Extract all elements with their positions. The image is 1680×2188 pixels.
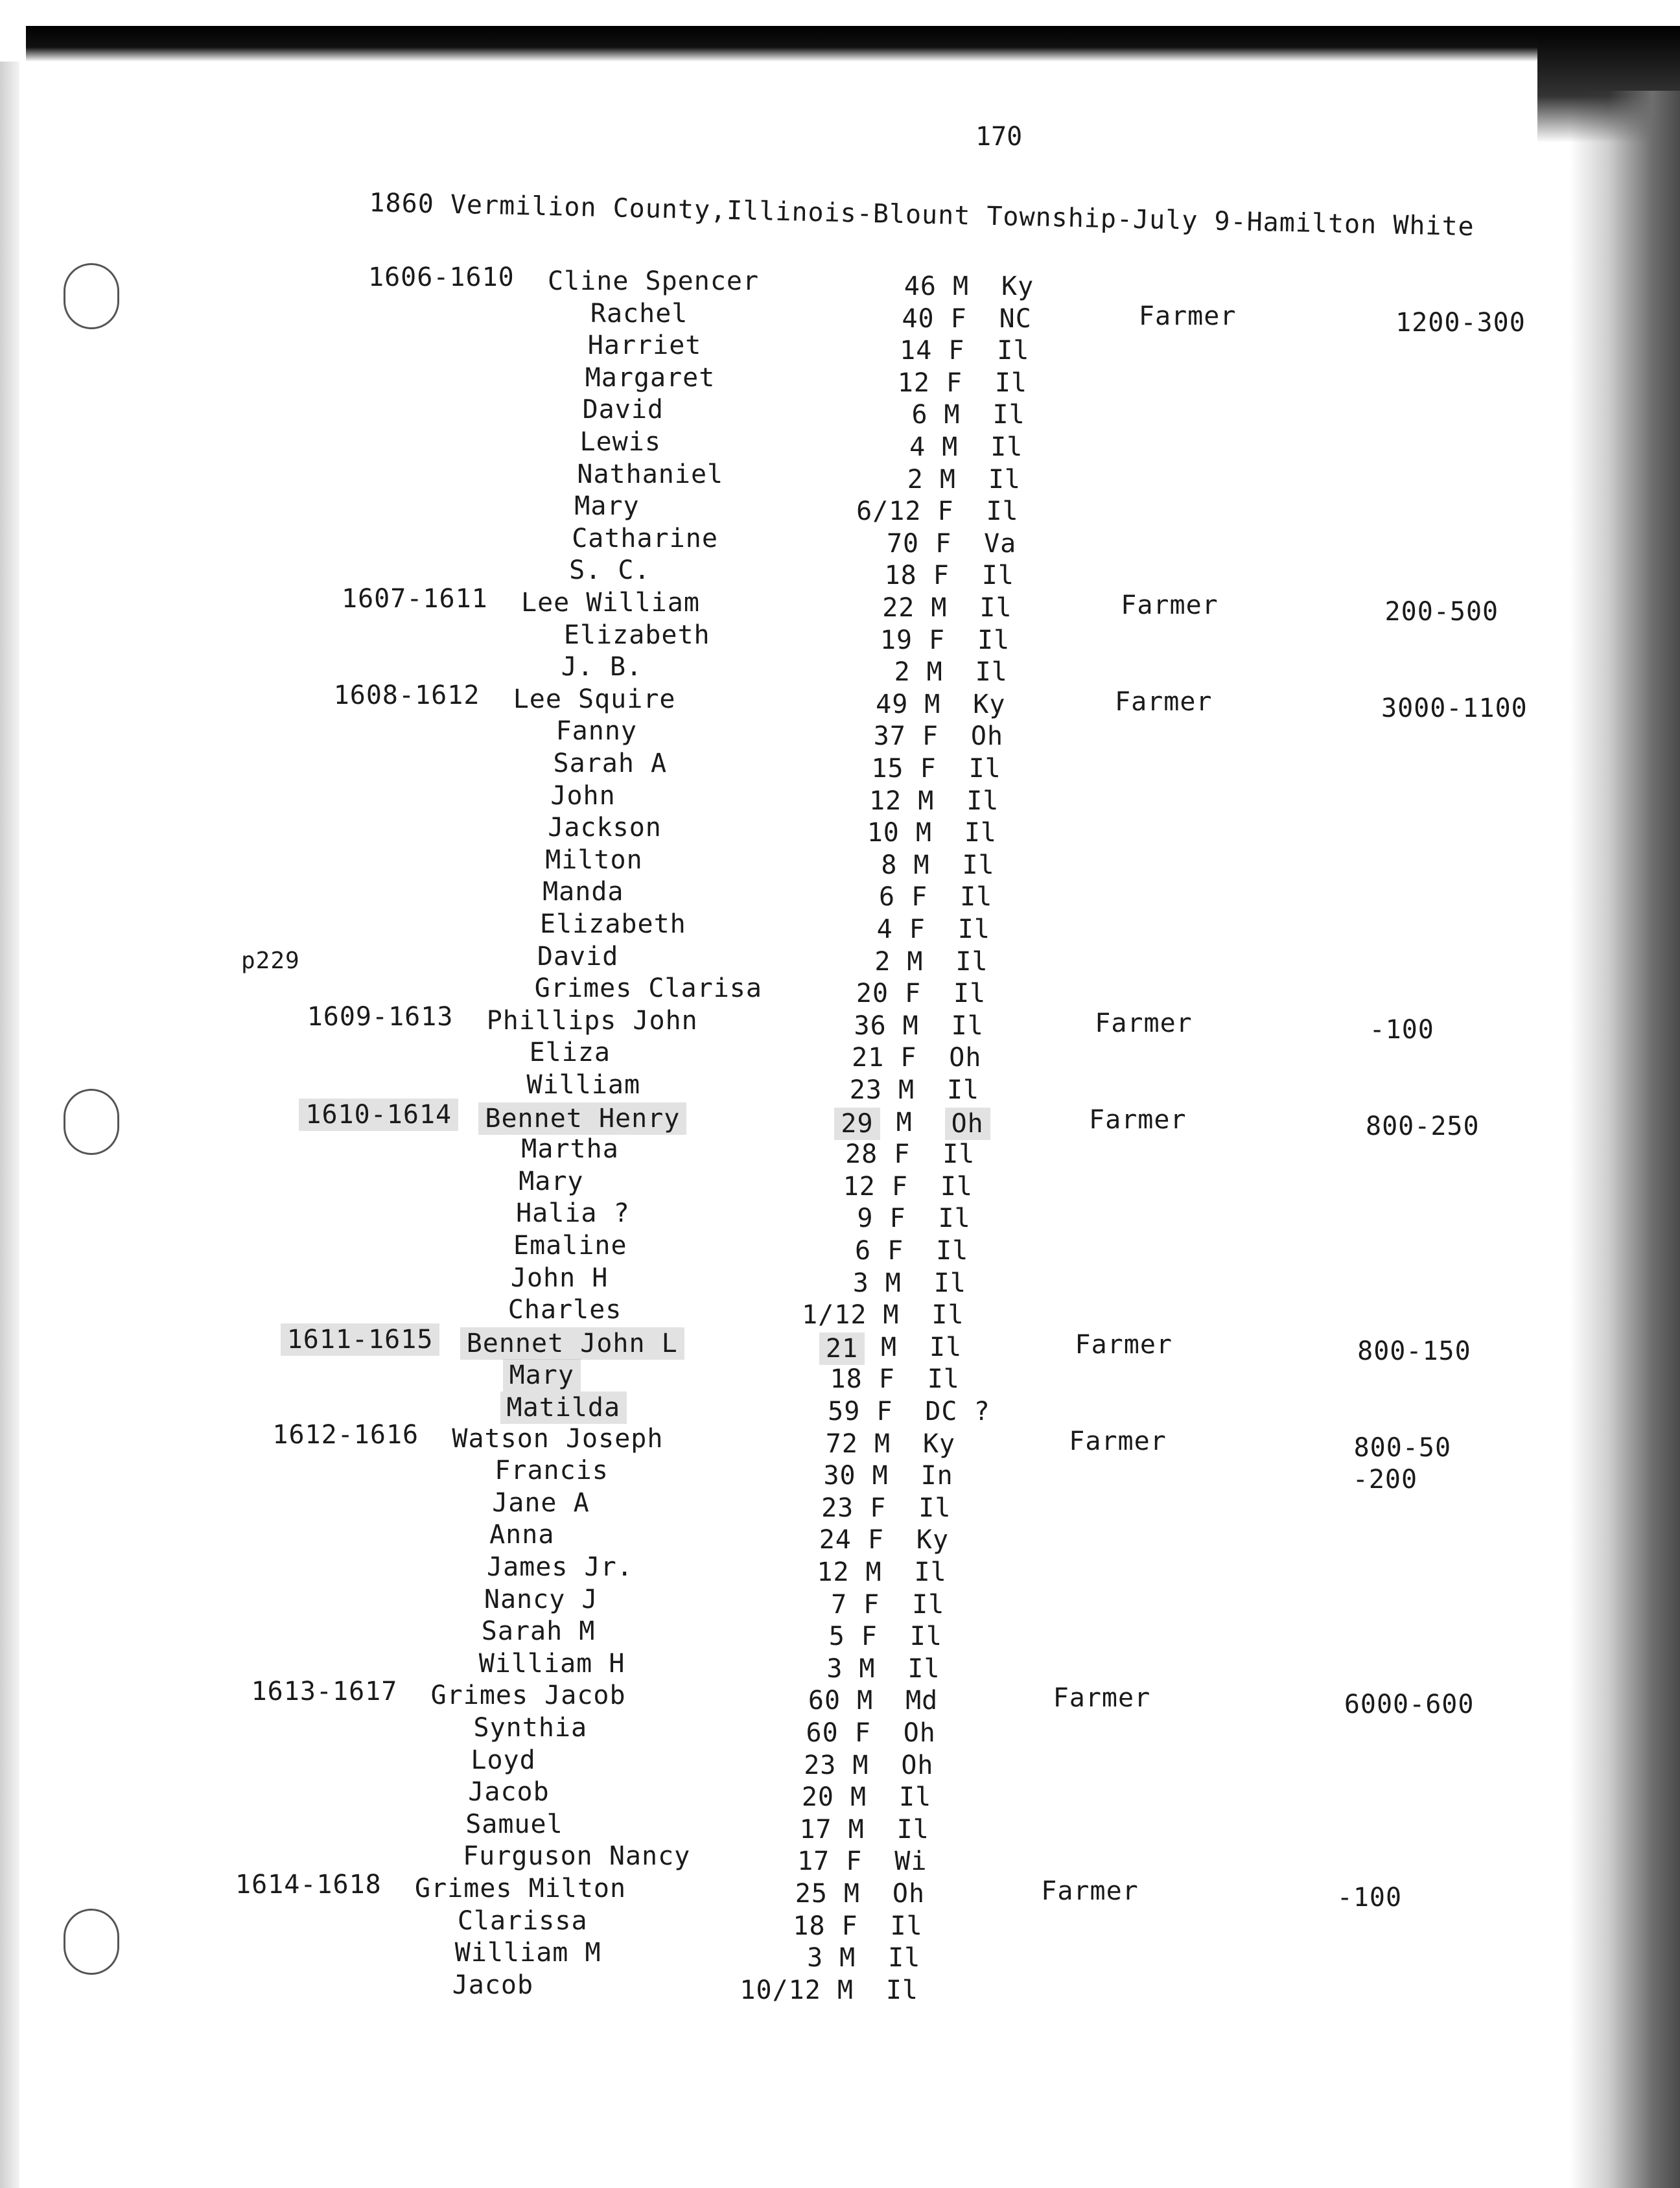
person-sex: M — [953, 272, 970, 301]
person-name: Watson Joseph — [452, 1423, 664, 1454]
person-occupation: Farmer — [1053, 1683, 1151, 1714]
person-sex: M — [942, 432, 959, 462]
dwelling-number: 1608-1612 — [333, 680, 480, 710]
person-name: Martha — [521, 1134, 619, 1165]
person-birthplace: Il — [912, 1589, 945, 1620]
person-name: Margaret — [585, 362, 716, 393]
person-age: 2 — [894, 657, 911, 688]
person-birthplace: Il — [940, 1171, 974, 1202]
person-birthplace: Il — [975, 657, 1008, 688]
person-birthplace: Ky — [973, 689, 1006, 719]
margin-page-reference: p229 — [241, 948, 300, 974]
person-name: Halia ? — [516, 1198, 630, 1229]
person-sex: M — [881, 1332, 898, 1362]
person-birthplace: Il — [909, 1622, 942, 1652]
person-age: 6 — [911, 400, 928, 430]
person-name: Samuel — [465, 1809, 563, 1839]
person-age: 70 — [886, 528, 920, 559]
person-birthplace: Oh — [970, 721, 1004, 752]
person-age: 24 — [819, 1525, 852, 1555]
person-sex: M — [839, 1943, 856, 1973]
person-sex: M — [865, 1557, 882, 1587]
person-name: Mary — [503, 1359, 581, 1391]
person-birthplace: Il — [960, 882, 993, 913]
person-birthplace: Il — [931, 1300, 964, 1331]
person-sex: M — [859, 1653, 876, 1684]
person-name: Harriet — [587, 331, 702, 361]
property-value: 1200-300 — [1395, 307, 1526, 338]
person-occupation: Farmer — [1115, 686, 1213, 717]
person-age: 19 — [880, 625, 913, 655]
person-birthplace: Il — [885, 1975, 918, 2005]
person-sex: M — [939, 464, 956, 495]
person-name: Mary — [519, 1166, 584, 1196]
person-sex: F — [909, 914, 926, 944]
dwelling-number: 1610-1614 — [299, 1099, 458, 1131]
person-name: William H — [478, 1648, 625, 1679]
person-age: 20 — [801, 1782, 834, 1813]
person-sex: F — [863, 1589, 880, 1620]
person-sex: F — [933, 561, 950, 591]
person-sex: M — [902, 1010, 919, 1041]
person-age: 22 — [882, 593, 915, 623]
person-age: 17 — [799, 1814, 832, 1845]
person-birthplace: Il — [936, 1236, 969, 1266]
person-age: 12 — [817, 1557, 850, 1587]
person-birthplace: Oh — [945, 1108, 990, 1140]
person-name: Grimes Clarisa — [534, 973, 762, 1004]
person-name: Bennet Henry — [478, 1102, 686, 1135]
property-value: 800-50 — [1353, 1432, 1452, 1463]
person-age: 10 — [867, 818, 900, 848]
person-birthplace: Il — [929, 1332, 962, 1362]
person-sex: F — [867, 1525, 884, 1555]
person-sex: F — [841, 1911, 858, 1941]
person-name: Francis — [495, 1456, 609, 1486]
property-value: -100 — [1369, 1014, 1434, 1045]
person-sex: M — [837, 1975, 854, 2005]
person-birthplace: Oh — [949, 1043, 982, 1073]
person-birthplace: Il — [990, 432, 1023, 462]
person-age: 72 — [825, 1428, 858, 1459]
person-birthplace: Oh — [892, 1879, 926, 1909]
person-name: Elizabeth — [563, 620, 710, 650]
person-age: 12 — [869, 786, 902, 816]
person-sex: F — [946, 367, 962, 398]
page-heading: 1860 Vermilion County,Illinois-Blount Township-July 9-Hamilton White — [368, 188, 1475, 242]
person-sex: M — [918, 786, 935, 816]
person-birthplace: Il — [994, 367, 1028, 398]
dwelling-number: 1606-1610 — [368, 262, 515, 292]
person-name: Bennet John L — [460, 1327, 684, 1360]
person-birthplace: Il — [955, 946, 988, 977]
person-birthplace: Il — [979, 593, 1012, 623]
person-age: 60 — [808, 1686, 841, 1716]
person-sex: F — [929, 625, 946, 655]
person-sex: F — [878, 1364, 895, 1395]
dwelling-number: 1607-1611 — [342, 584, 488, 614]
person-name: Jacob — [468, 1777, 550, 1808]
person-name: Anna — [489, 1520, 555, 1550]
person-name: Catharine — [572, 523, 718, 553]
person-age: 29 — [834, 1108, 880, 1140]
person-age: 6 — [855, 1236, 872, 1266]
person-name: Jacob — [452, 1970, 534, 2000]
property-value: 200-500 — [1384, 597, 1499, 627]
property-value: -200 — [1352, 1465, 1418, 1495]
person-sex: F — [870, 1493, 887, 1523]
person-name: Sarah M — [481, 1616, 596, 1647]
person-birthplace: Il — [988, 464, 1021, 495]
person-birthplace: Il — [957, 914, 990, 944]
person-sex: F — [846, 1846, 863, 1877]
person-birthplace: Il — [942, 1139, 975, 1170]
person-age: 4 — [909, 432, 926, 462]
person-birthplace: Wi — [894, 1846, 928, 1877]
person-birthplace: Ky — [1001, 272, 1034, 301]
person-sex: M — [896, 1107, 913, 1137]
person-age: 18 — [830, 1364, 863, 1395]
person-occupation: Farmer — [1095, 1008, 1193, 1038]
person-age: 23 — [849, 1075, 882, 1105]
person-sex: M — [852, 1750, 869, 1780]
person-name: Fanny — [555, 716, 638, 747]
person-birthplace: Il — [907, 1653, 940, 1684]
person-age: 18 — [884, 561, 917, 591]
person-birthplace: Il — [968, 754, 1001, 784]
person-sex: M — [926, 657, 943, 688]
person-name: J. B. — [561, 652, 643, 682]
person-age: 49 — [876, 689, 909, 719]
property-value: 800-250 — [1366, 1111, 1480, 1141]
person-sex: M — [915, 818, 932, 848]
person-name: Lee William — [521, 588, 700, 618]
person-age: 2 — [907, 464, 924, 495]
person-sex: M — [913, 850, 930, 880]
person-name: Eliza — [529, 1038, 611, 1068]
person-name: Grimes Milton — [415, 1874, 627, 1903]
person-birthplace: NC — [999, 303, 1032, 334]
person-sex: F — [911, 882, 928, 913]
person-birthplace: Il — [914, 1557, 947, 1587]
person-age: 37 — [873, 721, 906, 752]
person-sex: F — [891, 1171, 908, 1202]
person-age: 14 — [900, 336, 933, 366]
person-name: William — [526, 1070, 641, 1100]
property-value: 3000-1100 — [1381, 693, 1528, 723]
person-name: Furguson Nancy — [463, 1841, 691, 1872]
person-name: John H — [510, 1263, 609, 1293]
person-age: 12 — [897, 367, 930, 398]
person-birthplace: Il — [953, 979, 986, 1009]
person-name: Emaline — [513, 1231, 627, 1261]
person-name: Rachel — [590, 298, 688, 329]
dwelling-number: 1612-1616 — [272, 1419, 419, 1450]
person-age: 3 — [826, 1653, 843, 1684]
person-age: 7 — [831, 1589, 848, 1620]
person-sex: F — [894, 1139, 911, 1170]
person-sex: M — [944, 400, 961, 430]
person-age: 18 — [793, 1911, 826, 1941]
person-sex: F — [900, 1043, 917, 1073]
person-birthplace: Il — [966, 786, 999, 816]
dwelling-number: 1614-1618 — [235, 1870, 382, 1900]
person-sex: F — [935, 528, 952, 559]
person-name: David — [582, 395, 664, 425]
person-birthplace: Il — [951, 1010, 984, 1041]
person-age: 2 — [874, 946, 891, 977]
person-age: 5 — [828, 1622, 845, 1652]
person-sex: M — [898, 1075, 915, 1105]
person-birthplace: Il — [938, 1204, 971, 1234]
person-occupation: Farmer — [1041, 1876, 1139, 1906]
person-sex: M — [874, 1428, 891, 1459]
person-sex: F — [854, 1718, 871, 1748]
person-birthplace: Il — [890, 1911, 923, 1941]
person-name: Jane A — [492, 1487, 590, 1518]
person-name: Grimes Jacob — [430, 1681, 626, 1711]
person-birthplace: Il — [898, 1782, 932, 1813]
property-value: 800-150 — [1357, 1336, 1471, 1366]
person-age: 36 — [854, 1010, 887, 1041]
person-birthplace: In — [920, 1461, 953, 1491]
person-name: John — [550, 780, 616, 811]
person-occupation: Farmer — [1075, 1329, 1173, 1360]
person-name: James Jr. — [487, 1552, 633, 1582]
person-sex: F — [920, 754, 937, 784]
property-value: -100 — [1336, 1883, 1403, 1913]
person-sex: M — [843, 1879, 860, 1909]
page-number: 170 — [975, 122, 1023, 152]
dwelling-number: 1609-1613 — [307, 1001, 454, 1032]
person-birthplace: Il — [986, 496, 1019, 527]
person-birthplace: Va — [984, 528, 1017, 559]
person-age: 3 — [807, 1943, 824, 1973]
person-sex: F — [950, 303, 967, 334]
person-age: 12 — [843, 1171, 876, 1202]
person-birthplace: Il — [997, 336, 1030, 366]
person-age: 15 — [871, 754, 904, 784]
person-sex: M — [848, 1814, 865, 1845]
person-name: David — [537, 941, 619, 972]
person-name: S. C. — [569, 555, 651, 586]
person-sex: F — [861, 1622, 878, 1652]
person-age: 10/12 — [740, 1975, 821, 2005]
person-name: Phillips John — [486, 1005, 698, 1036]
person-birthplace: Oh — [901, 1750, 934, 1780]
person-name: Clarissa — [457, 1905, 588, 1936]
person-occupation: Farmer — [1138, 301, 1237, 331]
person-birthplace: Il — [977, 625, 1010, 655]
person-birthplace: Il — [927, 1364, 960, 1395]
person-name: Matilda — [500, 1391, 627, 1424]
person-occupation: Farmer — [1121, 590, 1219, 620]
person-birthplace: Il — [992, 400, 1025, 430]
person-sex: M — [872, 1461, 889, 1491]
person-sex: M — [924, 689, 941, 719]
person-sex: F — [922, 721, 939, 752]
person-name: Charles — [508, 1295, 622, 1325]
person-occupation: Farmer — [1089, 1104, 1187, 1135]
person-name: Milton — [545, 844, 643, 875]
person-age: 46 — [904, 272, 937, 301]
person-name: Manda — [542, 877, 624, 907]
person-age: 6/12 — [856, 496, 922, 527]
person-name: William M — [454, 1938, 601, 1968]
person-birthplace: Oh — [903, 1718, 936, 1748]
person-name: Sarah A — [553, 749, 668, 778]
person-birthplace: Ky — [922, 1428, 956, 1459]
person-sex: F — [889, 1204, 906, 1234]
person-age: 23 — [821, 1493, 854, 1523]
person-age: 4 — [876, 914, 893, 944]
person-sex: M — [907, 946, 924, 977]
person-birthplace: Il — [888, 1943, 921, 1973]
person-birthplace: DC ? — [925, 1397, 990, 1426]
person-birthplace: Ky — [916, 1525, 950, 1555]
person-age: 9 — [857, 1204, 874, 1234]
person-age: 25 — [795, 1879, 828, 1909]
dwelling-number: 1611-1615 — [281, 1323, 440, 1356]
person-age: 3 — [852, 1268, 869, 1298]
person-name: Lee Squire — [513, 684, 676, 714]
person-name: Lewis — [579, 427, 661, 457]
person-name: Elizabeth — [540, 909, 686, 939]
person-name: Jackson — [548, 813, 662, 843]
person-sex: F — [876, 1397, 893, 1426]
person-birthplace: Md — [905, 1686, 939, 1716]
person-age: 17 — [797, 1846, 830, 1877]
person-sex: F — [887, 1236, 904, 1266]
person-sex: M — [885, 1268, 902, 1298]
person-age: 30 — [823, 1461, 856, 1491]
person-birthplace: Il — [946, 1075, 980, 1105]
person-sex: F — [905, 979, 922, 1009]
person-sex: M — [883, 1300, 900, 1331]
person-name: Mary — [574, 491, 640, 522]
person-sex: F — [937, 496, 954, 527]
person-sex: M — [857, 1686, 874, 1716]
person-name: Loyd — [471, 1745, 536, 1775]
person-occupation: Farmer — [1069, 1426, 1167, 1456]
person-age: 40 — [902, 303, 935, 334]
person-sex: F — [948, 336, 965, 366]
person-birthplace: Il — [962, 850, 995, 880]
person-age: 23 — [804, 1750, 837, 1780]
person-age: 60 — [806, 1718, 839, 1748]
person-age: 21 — [819, 1333, 865, 1365]
dwelling-number: 1613-1617 — [251, 1677, 398, 1707]
person-age: 6 — [879, 882, 896, 913]
person-age: 59 — [828, 1397, 861, 1426]
person-sex: M — [850, 1782, 867, 1813]
person-birthplace: Il — [896, 1814, 929, 1845]
person-birthplace: Il — [964, 818, 998, 848]
person-birthplace: Il — [933, 1268, 966, 1298]
person-age: 21 — [852, 1043, 885, 1073]
property-value: 6000-600 — [1344, 1690, 1475, 1720]
person-age: 28 — [845, 1139, 878, 1170]
person-name: Nancy J — [484, 1584, 598, 1614]
person-name: Nathaniel — [577, 459, 724, 489]
person-birthplace: Il — [981, 561, 1014, 591]
person-age: 8 — [881, 850, 898, 880]
person-age: 1/12 — [802, 1300, 867, 1331]
person-name: Synthia — [473, 1713, 588, 1743]
person-name: Cline Spencer — [548, 266, 760, 296]
person-age: 20 — [856, 979, 889, 1009]
person-sex: M — [931, 593, 948, 623]
person-birthplace: Il — [918, 1493, 951, 1523]
